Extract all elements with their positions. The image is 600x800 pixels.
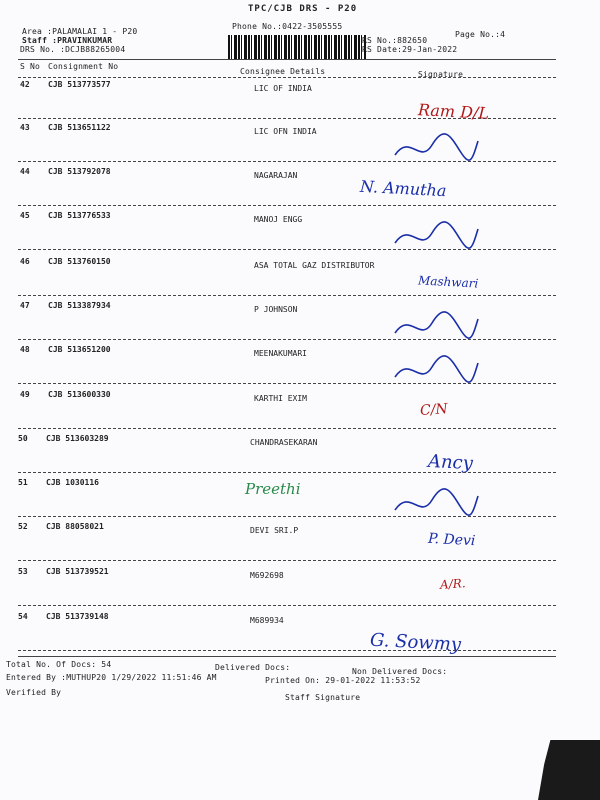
column-header-consignee: Consignee Details — [240, 67, 326, 76]
consignee-name: MANOJ ENGG — [254, 215, 303, 224]
area-label: Area :PALAMALAI 1 - P20 — [22, 27, 138, 36]
row-divider — [18, 605, 556, 606]
signature-handwriting: P. Devi — [427, 530, 476, 550]
row-number: 49 — [20, 390, 30, 399]
signature-scribble — [390, 353, 480, 387]
column-header-signature: Signature — [418, 70, 464, 79]
row-divider — [18, 560, 556, 561]
row-number: 54 — [18, 612, 28, 621]
entered-by: Entered By :MUTHUP20 1/29/2022 11:51:46 AM — [6, 673, 217, 682]
verified-by: Verified By — [6, 688, 62, 697]
consignment-number: CJB 513387934 — [48, 301, 111, 310]
staff-label: Staff :PRAVINKUMAR — [22, 36, 113, 45]
row-number: 51 — [18, 478, 28, 487]
signature-handwriting: G. Sowmy — [369, 629, 462, 656]
consignment-number: CJB 513776533 — [48, 211, 111, 220]
column-header-divider — [18, 77, 556, 78]
signature-handwriting: C/N — [419, 401, 449, 419]
consignee-name: KARTHI EXIM — [254, 394, 307, 403]
barcode-image — [228, 35, 366, 59]
row-number: 53 — [18, 567, 28, 576]
consignment-number: CJB 513773577 — [48, 80, 111, 89]
row-number: 48 — [20, 345, 30, 354]
row-divider — [18, 339, 556, 340]
signature-scribble — [390, 486, 480, 520]
consignee-name: LIC OFN INDIA — [254, 127, 317, 136]
row-number: 44 — [20, 167, 30, 176]
signature-handwriting: A/R. — [439, 576, 467, 592]
staff-signature: Staff Signature — [285, 693, 361, 702]
column-header-sno: S No — [20, 62, 41, 71]
signature-handwriting: N. Amutha — [359, 176, 447, 201]
header-divider — [18, 59, 556, 60]
phone-number: Phone No.:0422-3505555 — [232, 22, 343, 31]
consignment-number: CJB 513739148 — [46, 612, 109, 621]
signature-scribble — [390, 131, 480, 165]
row-number: 42 — [20, 80, 30, 89]
document-title: TPC/CJB DRS - P20 — [248, 4, 358, 14]
consignment-number: CJB 513603289 — [46, 434, 109, 443]
signature-handwriting: Ancy — [427, 450, 474, 475]
consignee-name: ASA TOTAL GAZ DISTRIBUTOR — [254, 261, 375, 270]
page-corner-shadow — [538, 740, 600, 800]
consignee-name: NAGARAJAN — [254, 171, 298, 180]
footer-divider — [18, 656, 556, 657]
consignment-number: CJB 513760150 — [48, 257, 111, 266]
consignee-name: M692698 — [250, 571, 284, 580]
row-divider — [18, 205, 556, 206]
row-divider — [18, 472, 556, 473]
row-number: 43 — [20, 123, 30, 132]
signature-scribble — [390, 309, 480, 343]
drs-number: DRS No. :DCJB88265004 — [20, 45, 126, 54]
consignee-name: M689934 — [250, 616, 284, 625]
row-divider — [18, 161, 556, 162]
delivered-docs: Delivered Docs: — [215, 663, 291, 672]
consignee-name: DEVI SRI.P — [250, 526, 299, 535]
page-number: Page No.:4 — [455, 30, 506, 39]
non-delivered-docs: Non Delivered Docs: — [352, 667, 448, 676]
row-divider — [18, 249, 556, 250]
column-header-consignment: Consignment No — [48, 62, 119, 71]
consignment-number: CJB 88058021 — [46, 522, 104, 531]
rs-number: RS No.:882650 — [362, 36, 428, 45]
consignment-number: CJB 1030116 — [46, 478, 99, 487]
row-divider — [18, 295, 556, 296]
row-divider — [18, 650, 556, 651]
consignee-name: MEENAKUMARI — [254, 349, 307, 358]
row-divider — [18, 383, 556, 384]
signature-handwriting: Ram D/L — [417, 100, 490, 123]
row-number: 52 — [18, 522, 28, 531]
consignee-name: Preethi — [245, 480, 301, 498]
consignee-name: P JOHNSON — [254, 305, 298, 314]
row-number: 46 — [20, 257, 30, 266]
row-divider — [18, 516, 556, 517]
consignment-number: CJB 513600330 — [48, 390, 111, 399]
row-number: 47 — [20, 301, 30, 310]
rs-date: RS Date:29-Jan-2022 — [362, 45, 458, 54]
row-divider — [18, 428, 556, 429]
printed-on: Printed On: 29-01-2022 11:53:52 — [265, 676, 421, 685]
consignee-name: LIC OF INDIA — [254, 84, 312, 93]
consignment-number: CJB 513739521 — [46, 567, 109, 576]
total-docs: Total No. Of Docs: 54 — [6, 660, 112, 669]
signature-scribble — [390, 219, 480, 253]
signature-handwriting: Mashwari — [417, 273, 479, 291]
consignment-number: CJB 513651122 — [48, 123, 111, 132]
row-number: 50 — [18, 434, 28, 443]
consignment-number: CJB 513651200 — [48, 345, 111, 354]
row-divider — [18, 118, 556, 119]
consignment-number: CJB 513792078 — [48, 167, 111, 176]
row-number: 45 — [20, 211, 30, 220]
consignee-name: CHANDRASEKARAN — [250, 438, 318, 447]
